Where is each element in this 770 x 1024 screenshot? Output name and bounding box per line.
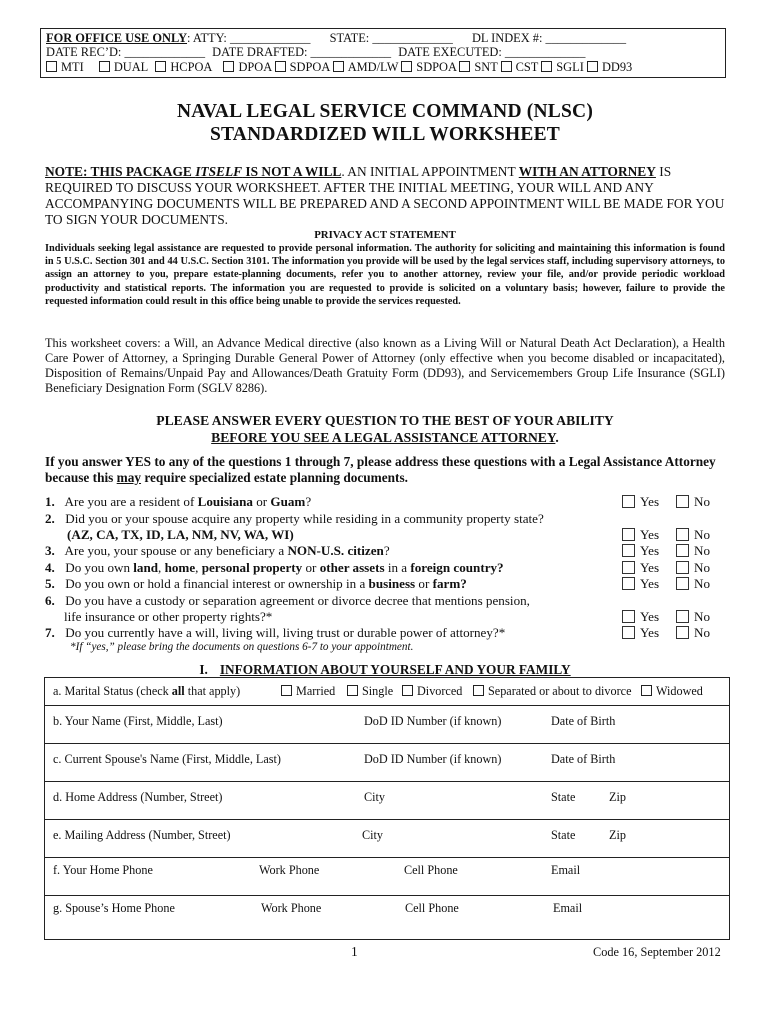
date-drafted-field[interactable]: DATE DRAFTED: _____________	[212, 45, 392, 59]
checkbox-icon	[676, 561, 689, 574]
your-home-phone-label: f. Your Home Phone	[53, 863, 153, 877]
please-answer-line-1: PLEASE ANSWER EVERY QUESTION TO THE BEST OF YOUR ABILITY	[156, 413, 614, 428]
checkbox-icon	[402, 685, 413, 696]
section-1-heading: I. INFORMATION ABOUT YOURSELF AND YOUR FAMILY	[199, 662, 571, 677]
spouse-dob-label: Date of Birth	[551, 752, 616, 766]
home-address-row[interactable]	[45, 781, 729, 820]
checkbox-icon	[622, 610, 635, 623]
checkbox-icon	[347, 685, 358, 696]
your-name-row[interactable]	[45, 705, 729, 744]
marital-option-married[interactable]: Married	[281, 684, 335, 699]
your-dod-id-label: DoD ID Number (if known)	[364, 714, 502, 728]
office-use-box	[40, 28, 726, 78]
mailing-state-label: State	[551, 828, 576, 842]
office-check-sdpoa-2[interactable]: SDPOA	[401, 60, 456, 74]
office-use-label: FOR OFFICE USE ONLY	[46, 31, 188, 45]
form-code: Code 16, September 2012	[593, 945, 721, 959]
question-2-states: (AZ, CA, TX, ID, LA, NM, NV, WA, WI)	[67, 527, 294, 542]
checkbox-icon	[587, 61, 598, 72]
mailing-city-label: City	[362, 828, 383, 842]
office-line-1	[46, 31, 626, 45]
your-cell-phone-label: Cell Phone	[404, 863, 458, 877]
marital-option-divorced[interactable]: Divorced	[402, 684, 462, 699]
q1-no-checkbox[interactable]: No	[676, 494, 710, 510]
checkbox-icon	[676, 626, 689, 639]
question-5: 5. Do you own or hold a financial interest or ownership in a business or farm?	[45, 576, 467, 591]
checkbox-icon	[501, 61, 512, 72]
document-title-line-1: NAVAL LEGAL SERVICE COMMAND (NLSC)	[176, 101, 594, 122]
your-dob-label: Date of Birth	[551, 714, 616, 728]
home-zip-label: Zip	[609, 790, 626, 804]
checkbox-icon	[622, 577, 635, 590]
marital-option-single[interactable]: Single	[347, 684, 393, 699]
state-field[interactable]: STATE: _____________	[329, 31, 453, 45]
marital-status-label: a. Marital Status (check all that apply)	[53, 684, 241, 698]
your-phone-row[interactable]	[45, 857, 729, 896]
question-7: 7. Do you currently have a will, living will, living trust or durable power of attorney?*	[45, 625, 506, 640]
question-3: 3. Are you, your spouse or any beneficiary a NON-U.S. citizen?	[45, 543, 390, 558]
checkbox-icon	[641, 685, 652, 696]
mailing-zip-label: Zip	[609, 828, 626, 842]
q3-no-checkbox[interactable]: No	[676, 543, 710, 559]
spouse-cell-phone-label: Cell Phone	[405, 901, 459, 915]
your-email-label: Email	[551, 863, 581, 877]
checkbox-icon	[275, 61, 286, 72]
checkbox-icon	[46, 61, 57, 72]
office-check-dd93[interactable]: DD93	[587, 60, 632, 74]
mailing-address-label: e. Mailing Address (Number, Street)	[53, 828, 231, 842]
privacy-act-heading: PRIVACY ACT STATEMENT	[314, 229, 456, 241]
checkbox-icon	[99, 61, 110, 72]
office-check-dual[interactable]: DUAL	[99, 60, 148, 74]
q6-no-checkbox[interactable]: No	[676, 609, 710, 625]
atty-field[interactable]: : ATTY: _____________	[187, 31, 311, 45]
office-check-amd-lw[interactable]: AMD/LW	[333, 60, 398, 74]
mailing-address-row[interactable]	[45, 819, 729, 858]
dl-index-field[interactable]: DL INDEX #: _____________	[471, 31, 627, 45]
marital-status-row	[45, 678, 729, 706]
question-2: 2. Did you or your spouse acquire any property while residing in a community property state?	[45, 511, 544, 526]
worksheet-covers-paragraph: This worksheet covers: a Will, an Advance Medical directive (also known as a Living Will or Natural Death Act Declaration), a Health Care Power of Attorney, a Springing Durable General Power of Attorney (only effective when you become disabled or incapacitated), Disposition of Remains/Unpaid Pay and Allowances/Death Gratuity Form (DD93), and Servicemembers Group Life Insurance (SGLI) Beneficiary Designation Form (SGLV 8286).	[45, 336, 725, 395]
checkbox-icon	[676, 528, 689, 541]
spouse-name-row[interactable]	[45, 743, 729, 782]
checkbox-icon	[541, 61, 552, 72]
office-check-mti[interactable]: MTI	[46, 60, 84, 74]
page-number: 1	[351, 944, 358, 959]
home-state-label: State	[551, 790, 576, 804]
document-title-line-2: STANDARDIZED WILL WORKSHEET	[209, 124, 560, 145]
office-checkboxes	[46, 60, 632, 74]
home-address-label: d. Home Address (Number, Street)	[53, 790, 223, 804]
checkbox-icon	[401, 61, 412, 72]
q5-no-checkbox[interactable]: No	[676, 576, 710, 592]
your-name-label: b. Your Name (First, Middle, Last)	[53, 714, 223, 728]
please-answer-line-2: BEFORE YOU SEE A LEGAL ASSISTANCE ATTORNEY.	[211, 430, 559, 445]
question-6-continued: life insurance or other property rights?*	[64, 609, 273, 624]
q5-yes-checkbox[interactable]: Yes	[622, 576, 659, 592]
checkbox-icon	[622, 495, 635, 508]
office-line-2	[46, 45, 585, 59]
personal-info-table	[44, 677, 730, 940]
office-check-sgli[interactable]: SGLI	[541, 60, 584, 74]
checkbox-icon	[676, 610, 689, 623]
q6-yes-checkbox[interactable]: Yes	[622, 609, 659, 625]
question-6: 6. Do you have a custody or separation agreement or divorce decree that mentions pension,	[45, 593, 530, 608]
q2-no-checkbox[interactable]: No	[676, 527, 710, 543]
office-check-hcpoa[interactable]: HCPOA	[155, 60, 212, 74]
office-check-sdpoa[interactable]: SDPOA	[275, 60, 330, 74]
checkbox-icon	[676, 577, 689, 590]
checkbox-icon	[676, 495, 689, 508]
checkbox-icon	[333, 61, 344, 72]
marital-option-separated[interactable]: Separated or about to divorce	[473, 684, 632, 699]
office-check-cst[interactable]: CST	[501, 60, 539, 74]
q1-yes-checkbox[interactable]: Yes	[622, 494, 659, 510]
question-1: 1. Are you are a resident of Louisiana or Guam?	[45, 494, 312, 509]
date-executed-field[interactable]: DATE EXECUTED: _____________	[398, 45, 586, 59]
spouse-phone-row[interactable]	[45, 895, 729, 939]
checkbox-icon	[622, 626, 635, 639]
q3-yes-checkbox[interactable]: Yes	[622, 543, 659, 559]
if-yes-instruction: If you answer YES to any of the questions 1 through 7, please address these questions with a Legal Assistance Attorney because this may require specialized estate planning documents.	[45, 454, 716, 485]
checkbox-icon	[622, 561, 635, 574]
checkbox-icon	[459, 61, 470, 72]
q2-yes-checkbox[interactable]: Yes	[622, 527, 659, 543]
checkbox-icon	[676, 544, 689, 557]
spouse-work-phone-label: Work Phone	[261, 901, 322, 915]
spouse-name-label: c. Current Spouse's Name (First, Middle, Last)	[53, 752, 281, 766]
spouse-dod-id-label: DoD ID Number (if known)	[364, 752, 502, 766]
spouse-email-label: Email	[553, 901, 583, 915]
checkbox-icon	[622, 544, 635, 557]
marital-option-widowed[interactable]: Widowed	[641, 684, 703, 699]
office-check-dpoa[interactable]: DPOA	[223, 60, 271, 74]
q7-yes-checkbox[interactable]: Yes	[622, 625, 659, 641]
checkbox-icon	[281, 685, 292, 696]
home-city-label: City	[364, 790, 385, 804]
privacy-act-text: Individuals seeking legal assistance are requested to provide personal information. The authority for soliciting and maintaining this information is found in 5 U.S.C. Section 301 and 44 U.S.C. Section 3101. The information you provide will be used by the legal services staff, including supervisory attorneys, to assign an attorney to you, prepare estate-planning documents, refer you to another attorney, review your file, and/or provide periodic workload productivity and statistical reports. The information you are requested to provide is solicited on a voluntary basis; however, failure to provide the requested information could result in this office being unable to provide the services requested.	[45, 243, 725, 307]
checkbox-icon	[473, 685, 484, 696]
date-received-field[interactable]: DATE REC’D: _____________	[46, 45, 206, 59]
q4-no-checkbox[interactable]: No	[676, 560, 710, 576]
question-4: 4. Do you own land, home, personal property or other assets in a foreign country?	[45, 560, 504, 575]
office-check-snt[interactable]: SNT	[459, 60, 497, 74]
questions-footnote: *If “yes,” please bring the documents on questions 6-7 to your appointment.	[70, 641, 414, 653]
your-work-phone-label: Work Phone	[259, 863, 320, 877]
q7-no-checkbox[interactable]: No	[676, 625, 710, 641]
checkbox-icon	[155, 61, 166, 72]
q4-yes-checkbox[interactable]: Yes	[622, 560, 659, 576]
checkbox-icon	[223, 61, 234, 72]
note-paragraph: NOTE: THIS PACKAGE ITSELF IS NOT A WILL. AN INITIAL APPOINTMENT WITH AN ATTORNEY IS REQUIRED TO DISCUSS YOUR WORKSHEET. AFTER THE INITIAL MEETING, YOUR WILL AND ANY ACCOMPANYING DOCUMENTS WILL BE PREPARED AND A SECOND APPOINTMENT WILL BE MADE FOR YOU TO SIGN YOUR DOCUMENTS.	[45, 164, 725, 227]
spouse-home-phone-label: g. Spouse’s Home Phone	[53, 901, 175, 915]
checkbox-icon	[622, 528, 635, 541]
